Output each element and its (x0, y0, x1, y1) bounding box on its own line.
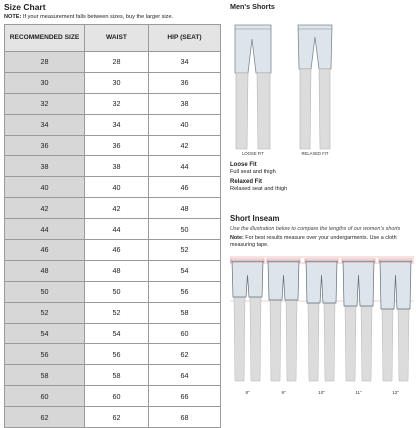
cell-hip: 54 (149, 260, 221, 281)
inseam-figure (342, 259, 375, 395)
cell-size: 60 (5, 386, 85, 407)
cell-waist: 56 (85, 344, 149, 365)
cell-size: 38 (5, 156, 85, 177)
mens-shorts-title: Men's Shorts (230, 2, 275, 11)
table-row (5, 219, 221, 240)
cell-size: 30 (5, 72, 85, 93)
cell-size: 34 (5, 114, 85, 135)
table-row (5, 93, 221, 114)
inseam-figure (379, 259, 412, 395)
cell-waist: 32 (85, 93, 149, 114)
cell-waist: 44 (85, 219, 149, 240)
fit-label-loose: Loose Fit (230, 162, 257, 168)
inseam-illustration (230, 253, 414, 398)
loose-fit-figure (235, 25, 271, 149)
cell-waist: 52 (85, 302, 149, 323)
cell-waist: 50 (85, 281, 149, 302)
size-chart-note (4, 14, 220, 20)
table-row (5, 198, 221, 219)
cell-hip: 52 (149, 240, 221, 261)
inseam-length-label: 9" (281, 390, 286, 395)
inseam-figure (305, 259, 338, 395)
fit-guide (230, 2, 414, 395)
loose-fit-label: LOOSE FIT (242, 151, 264, 156)
cell-waist: 48 (85, 260, 149, 281)
short-inseam-note (230, 235, 414, 249)
table-row (5, 156, 221, 177)
cell-size: 62 (5, 407, 85, 428)
cell-hip: 50 (149, 219, 221, 240)
note-text: If your measurement falls between sizes, buy the larger size. (22, 14, 174, 20)
inseam-length-label: 8" (245, 390, 250, 395)
cell-hip: 62 (149, 344, 221, 365)
table-row (5, 260, 221, 281)
cell-waist: 34 (85, 114, 149, 135)
cell-waist: 54 (85, 323, 149, 344)
table-row (5, 344, 221, 365)
cell-waist: 46 (85, 240, 149, 261)
cell-hip: 68 (149, 407, 221, 428)
table-row (5, 177, 221, 198)
cell-waist: 62 (85, 407, 149, 428)
header-recommended-size: RECOMMENDED SIZE (5, 25, 85, 52)
cell-size: 50 (5, 281, 85, 302)
header-hip: HIP (SEAT) (149, 25, 221, 52)
cell-hip: 60 (149, 323, 221, 344)
cell-waist: 58 (85, 365, 149, 386)
header-waist: WAIST (85, 25, 149, 52)
cell-waist: 42 (85, 198, 149, 219)
cell-size: 46 (5, 240, 85, 261)
fit-desc-relaxed: Relaxed seat and thigh (230, 186, 288, 192)
fit-desc-loose: Full seat and thigh (230, 169, 276, 175)
inseam-figure (231, 259, 264, 395)
fit-label-relaxed: Relaxed Fit (230, 179, 263, 185)
cell-hip: 34 (149, 52, 221, 73)
short-inseam-title: Short Inseam (230, 214, 280, 223)
note-label: NOTE: (4, 14, 22, 20)
table-row (5, 323, 221, 344)
size-table-header (5, 25, 221, 52)
size-chart (4, 2, 220, 428)
inseam-length-label: 10" (318, 390, 325, 395)
cell-hip: 38 (149, 93, 221, 114)
fit-descriptions (230, 162, 287, 196)
table-row (5, 135, 221, 156)
cell-hip: 66 (149, 386, 221, 407)
table-row (5, 281, 221, 302)
cell-waist: 38 (85, 156, 149, 177)
cell-hip: 40 (149, 114, 221, 135)
cell-hip: 64 (149, 365, 221, 386)
relaxed-fit-figure (298, 25, 332, 149)
cell-hip: 36 (149, 72, 221, 93)
table-row (5, 114, 221, 135)
cell-size: 54 (5, 323, 85, 344)
relaxed-fit-label: RELAXED FIT (301, 151, 329, 156)
cell-waist: 28 (85, 52, 149, 73)
cell-hip: 48 (149, 198, 221, 219)
cell-size: 52 (5, 302, 85, 323)
cell-size: 28 (5, 52, 85, 73)
size-table (4, 24, 221, 428)
inseam-note-text: For best results measure over your undergarments. Use a cloth measuring tape. (230, 235, 397, 248)
short-inseam-help: Use the illustration below to compare the lengths of our women's shorts (230, 226, 401, 232)
cell-size: 42 (5, 198, 85, 219)
size-chart-title: Size Chart (4, 2, 46, 12)
cell-waist: 40 (85, 177, 149, 198)
cell-waist: 30 (85, 72, 149, 93)
cell-size: 48 (5, 260, 85, 281)
cell-size: 56 (5, 344, 85, 365)
cell-size: 58 (5, 365, 85, 386)
cell-size: 36 (5, 135, 85, 156)
table-row (5, 365, 221, 386)
cell-hip: 44 (149, 156, 221, 177)
table-row (5, 72, 221, 93)
table-row (5, 240, 221, 261)
inseam-note-label: Note: (230, 235, 244, 241)
cell-waist: 36 (85, 135, 149, 156)
cell-hip: 56 (149, 281, 221, 302)
inseam-length-label: 11" (355, 390, 362, 395)
cell-hip: 46 (149, 177, 221, 198)
table-row (5, 302, 221, 323)
table-row (5, 386, 221, 407)
cell-waist: 60 (85, 386, 149, 407)
short-inseam-section (230, 214, 414, 403)
cell-size: 32 (5, 93, 85, 114)
table-row (5, 52, 221, 73)
cell-size: 40 (5, 177, 85, 198)
cell-size: 44 (5, 219, 85, 240)
cell-hip: 42 (149, 135, 221, 156)
mens-shorts-illustration (230, 11, 414, 156)
inseam-figure (267, 259, 300, 395)
cell-hip: 58 (149, 302, 221, 323)
inseam-length-label: 12" (392, 390, 399, 395)
